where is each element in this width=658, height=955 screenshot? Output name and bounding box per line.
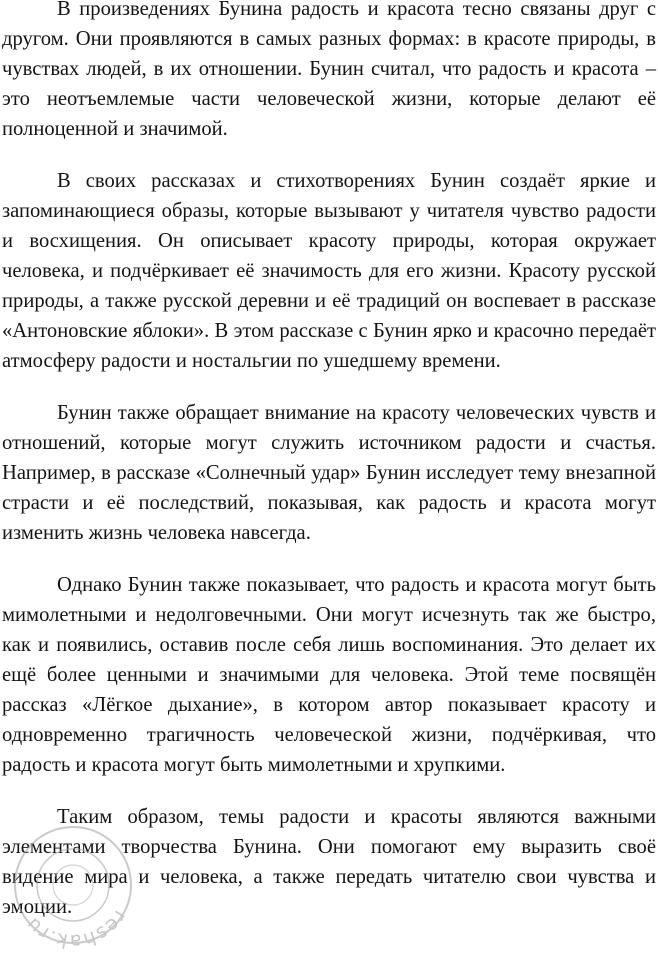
paragraph-2: В своих рассказах и стихотворениях Бунин создаёт яркие и запоминающиеся образы, которые вызывают у читателя чувство радости и восхищения. Он описывает красоту природы, которая окружает человека, и подчёркивает её значимость для его жизни. Красоту русской природы, а также русской деревни и её традиций он воспевает в рассказе «Антоновские яблоки». В этом рассказе с Бунин ярко и красочно передаёт атмосферу радости и ностальгии по ушедшему времени. [2,170,656,372]
paragraph-5: Таким образом, темы радости и красоты являются важными элементами творчества Бунина. Они помогают ему выразить своё видение мира и человека, а также передать читателю свои чувства и эмоции. [2,806,656,918]
paragraph-4: Однако Бунин также показывает, что радость и красота могут быть мимолетными и недолговечными. Они могут исчезнуть так же быстро, как и появились, оставив после себя лишь воспоминания. Это делает их ещё более ценными и значимыми для человека. Этой теме посвящён рассказ «Лёгкое дыхание», в котором автор показывает красоту и одновременно трагичность человеческой жизни, подчёркивая, что радость и красота могут быть мимолетными и хрупкими. [2,574,656,776]
paragraph-1: В произведениях Бунина радость и красота тесно связаны друг с другом. Они проявляются в самых разных формах: в красоте природы, в чувствах людей, в их отношении. Бунин считал, что радость и красота – это неотъемлемые части человеческой жизни, которые делают её полноценной и значимой. [2,0,656,140]
paragraph-3: Бунин также обращает внимание на красоту человеческих чувств и отношений, которые могут служить источником радости и счастья. Например, в рассказе «Солнечный удар» Бунин исследует тему внезапной страсти и её последствий, показывая, как радость и красота могут изменить жизнь человека навсегда. [2,402,656,544]
watermark-text: reshak.ru [21,906,132,950]
